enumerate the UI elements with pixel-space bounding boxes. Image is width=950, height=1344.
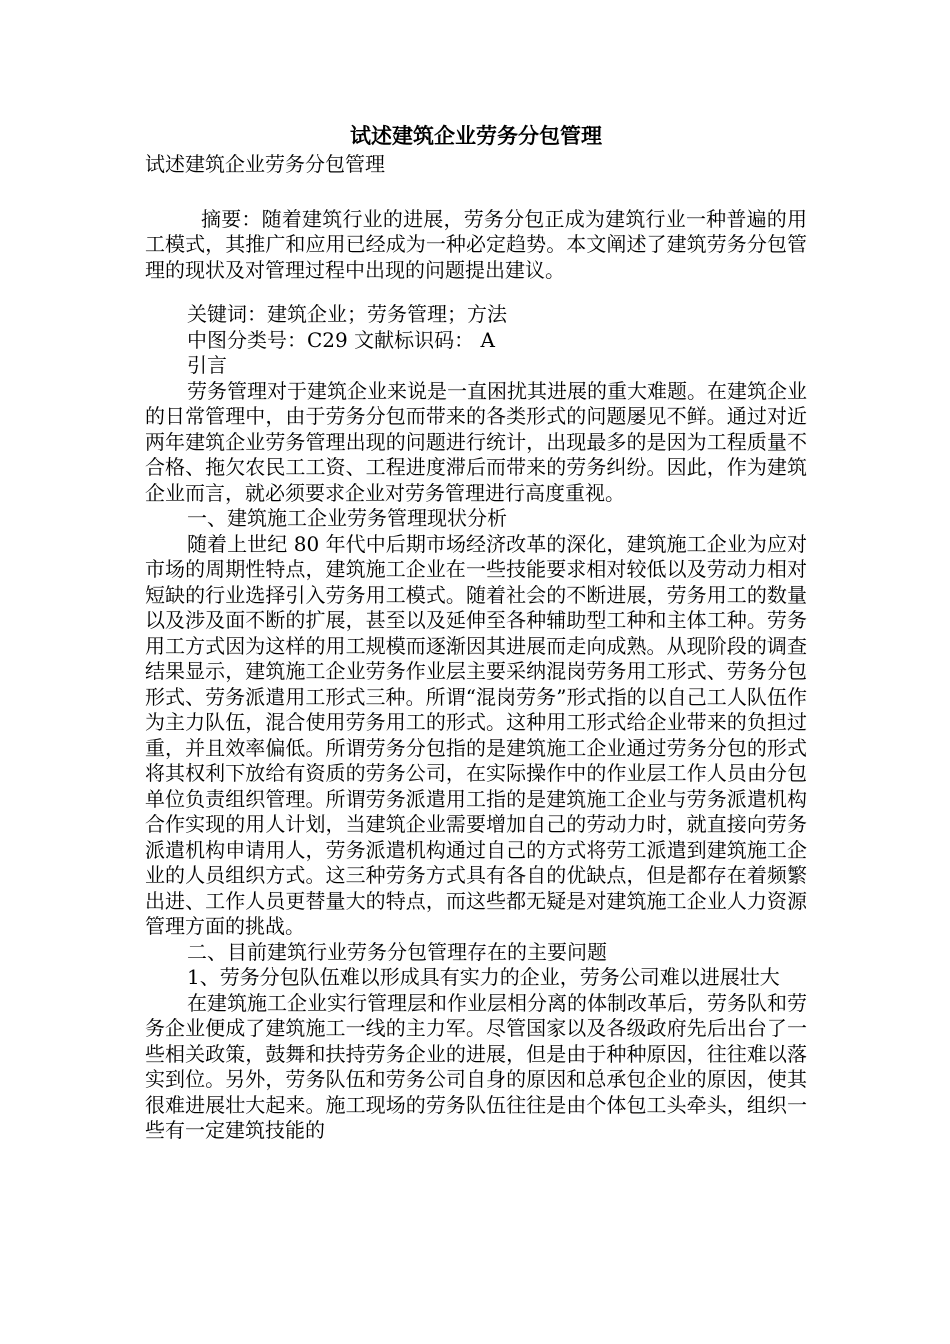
intro-paragraph: 劳务管理对于建筑企业来说是一直困扰其进展的重大难题。在建筑企业的日常管理中，由于劳务分包而带来的各类形式的问题屡见不鲜。通过对近两年建筑企业劳务管理出现的问题进行统计，出现最多的是因为工程质量不合格、拖欠农民工工资、工程进度滞后而带来的劳务纠纷。因此，作为建筑企业而言，就必须要求企业对劳务管理进行高度重视。 — [145, 378, 807, 505]
document-page — [145, 120, 807, 1144]
classification-line: 中图分类号：C29 文献标识码： A — [187, 327, 495, 352]
spacer — [145, 178, 807, 207]
document-title: 试述建筑企业劳务分包管理 — [350, 123, 602, 148]
section-1-paragraph: 随着上世纪 80 年代中后期市场经济改革的深化，建筑施工企业为应对市场的周期性特点，建筑施工企业在一些技能要求相对较低以及劳动力相对短缺的行业选择引入劳务用工模式。随着社会的不断进展，劳务用工的数量以及涉及面不断的扩展，甚至以及延伸至各种辅助型工种和主体工种。劳务用工方式因为这样的用工规模而逐渐因其进展而走向成熟。从现阶段的调查结果显示，建筑施工企业劳务作业层主要采纳混岗劳务用工形式、劳务分包形式、劳务派遣用工形式三种。所谓“混岗劳务”形式指的以自己工人队伍作为主力队伍，混合使用劳务用工的形式。这种用工形式给企业带来的负担过重，并且效率偏低。所谓劳务分包指的是建筑施工企业通过劳务分包的形式将其权利下放给有资质的劳务公司，在实际操作中的作业层工作人员由分包单位负责组织管理。所谓劳务派遣用工指的是建筑施工企业与劳务派遣机构合作实现的用人计划，当建筑企业需要增加自己的劳动力时，就直接向劳务派遣机构申请用人，劳务派遣机构通过自己的方式将劳工派遣到建筑施工企业的人员组织方式。这三种劳务方式具有各自的优缺点，但是都存在着频繁出进、工作人员更替量大的特点，而这些都无疑是对建筑施工企业人力资源管理方面的挑战。 — [145, 531, 807, 938]
section-2-1-paragraph: 在建筑施工企业实行管理层和作业层相分离的体制改革后，劳务队和劳务企业便成了建筑施工一线的主力军。尽管国家以及各级政府先后出台了一些相关政策，鼓舞和扶持劳务企业的进展，但是由于种种原因，往往难以落实到位。另外，劳务队伍和劳务公司自身的原因和总承包企业的原因，使其很难进展壮大起来。施工现场的劳务队伍往往是由个体包工头牵头，组织一些有一定建筑技能的 — [145, 990, 807, 1142]
document-subtitle: 试述建筑企业劳务分包管理 — [145, 152, 385, 176]
intro-heading: 引言 — [187, 353, 227, 377]
abstract-paragraph: 摘要：随着建筑行业的进展，劳务分包正成为建筑行业一种普遍的用工模式，其推广和应用已经成为一种必定趋势。本文阐述了建筑劳务分包管理的现状及对管理过程中出现的问题提出建议。 — [145, 206, 807, 282]
section-1-heading: 一、建筑施工企业劳务管理现状分析 — [187, 506, 507, 530]
spacer — [145, 283, 807, 302]
keywords-line: 关键词：建筑企业；劳务管理；方法 — [187, 302, 507, 326]
section-2-heading: 二、目前建筑行业劳务分包管理存在的主要问题 — [187, 939, 607, 964]
section-2-1-heading: 1、劳务分包队伍难以形成具有实力的企业，劳务公司难以进展壮大 — [187, 965, 780, 989]
